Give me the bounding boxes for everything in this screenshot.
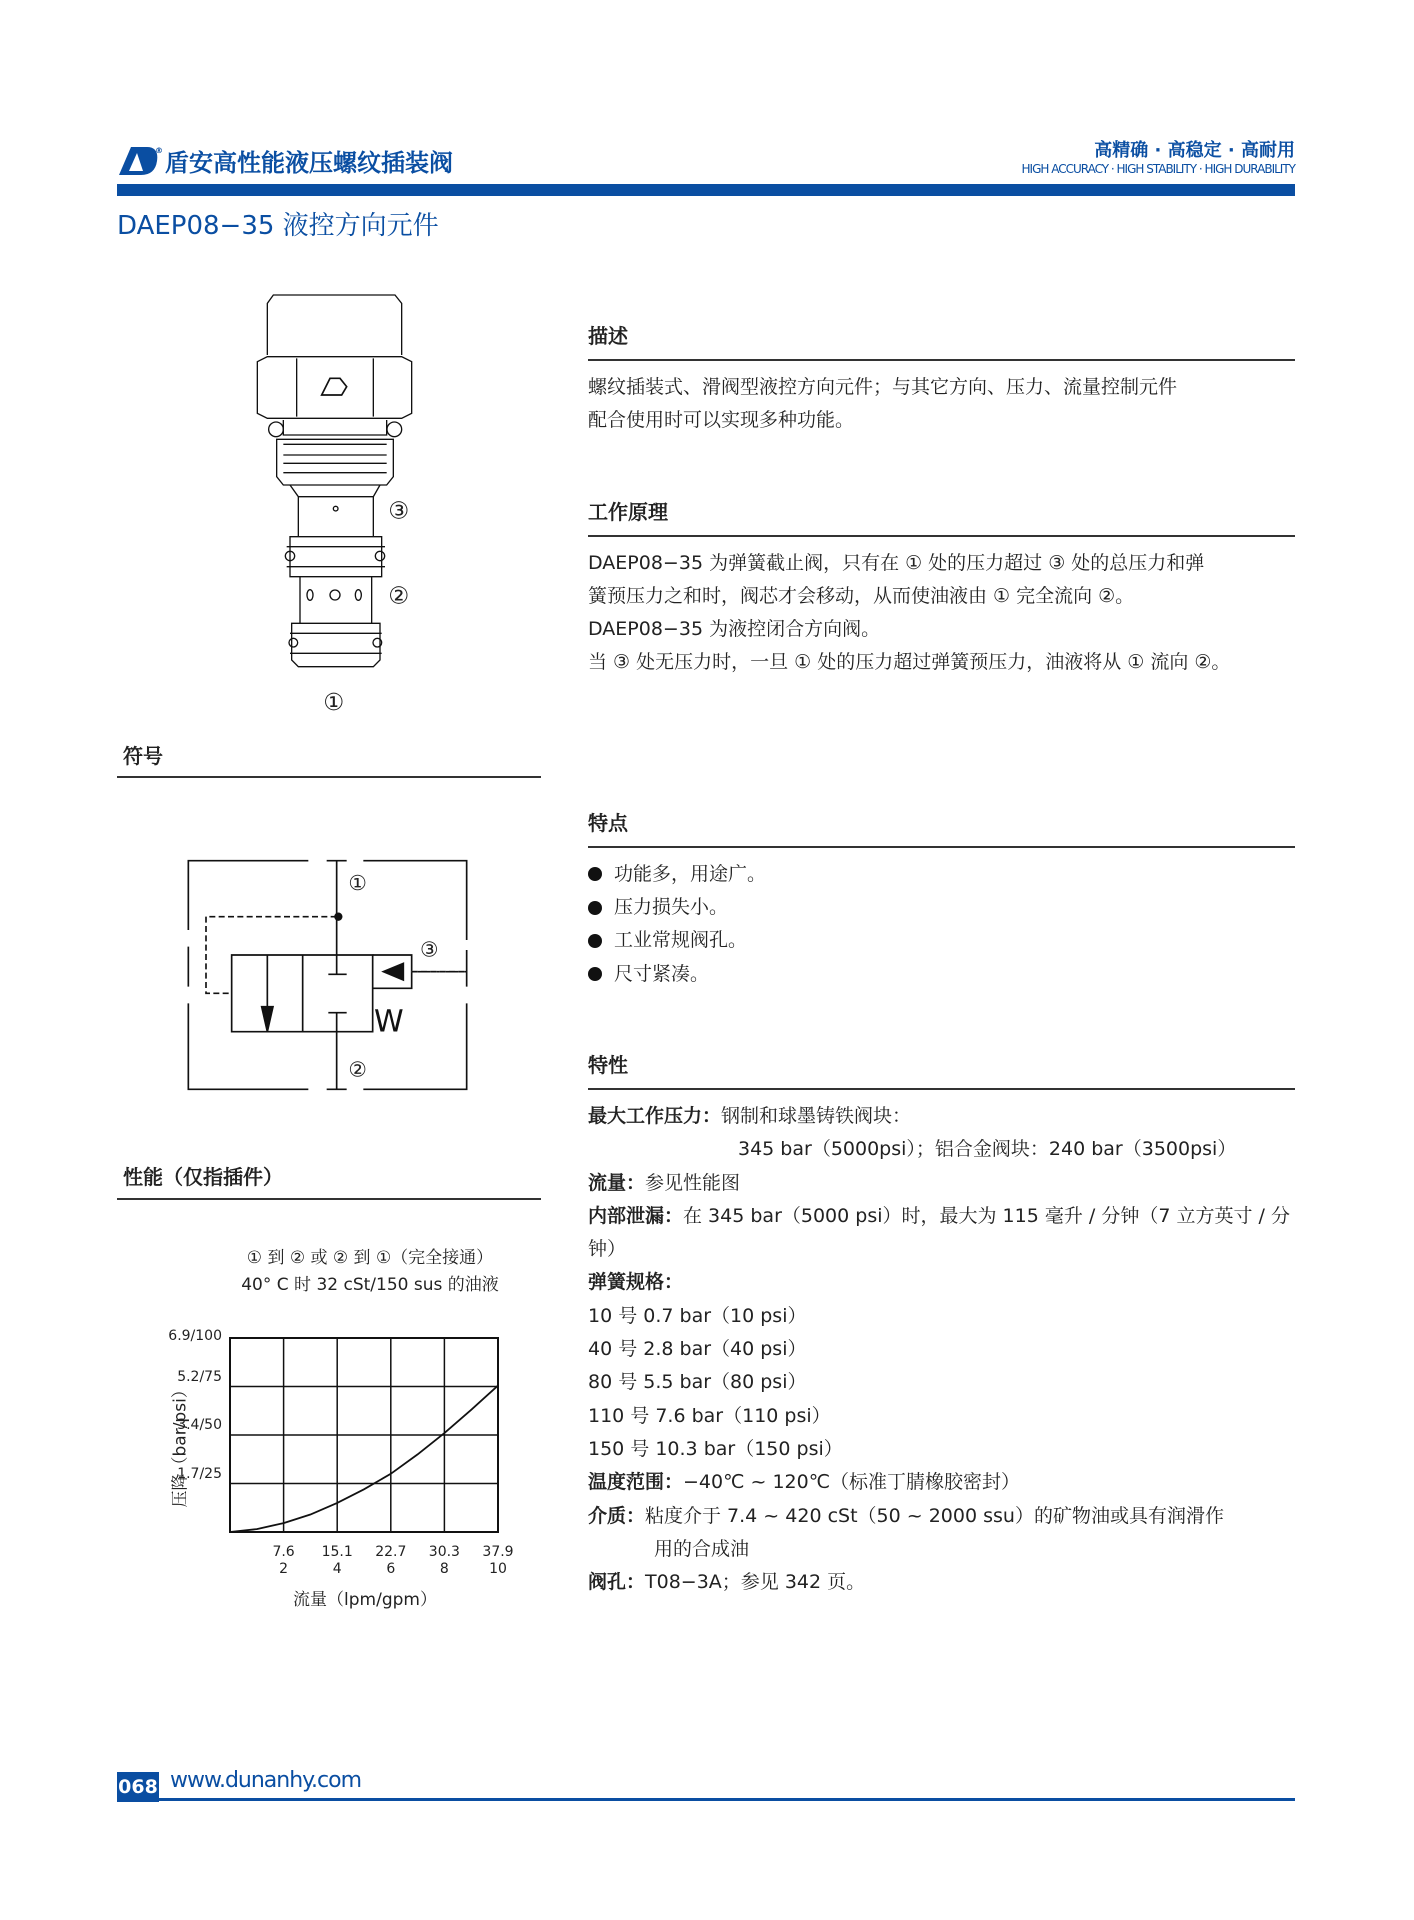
chart-caption xyxy=(200,1245,540,1299)
spec-row xyxy=(588,1300,1295,1333)
brand xyxy=(117,143,453,178)
divider xyxy=(588,846,1295,848)
x-tick-lpm: 15.1 xyxy=(321,1544,353,1560)
x-tick-label xyxy=(317,1544,357,1578)
valve-drawing xyxy=(240,280,440,720)
spec-row xyxy=(588,1266,1295,1299)
x-tick-gpm: 10 xyxy=(489,1561,507,1577)
spec-label: 内部泄漏： xyxy=(588,1204,684,1227)
spec-label: 温度范围： xyxy=(588,1471,684,1494)
port-2-label: ② xyxy=(388,581,410,610)
divider xyxy=(117,776,541,778)
x-tick-label xyxy=(371,1544,411,1578)
spec-row xyxy=(588,1400,1295,1433)
x-tick-lpm: 30.3 xyxy=(428,1544,460,1560)
y-tick-label: 1.7/25 xyxy=(177,1465,222,1482)
page-title: DAEP08−35 液控方向元件 xyxy=(117,211,439,241)
features-heading: 特点 xyxy=(588,810,628,835)
bullet-icon xyxy=(588,967,602,981)
x-tick-gpm: 6 xyxy=(386,1561,396,1577)
spec-row xyxy=(588,1466,1295,1499)
spec-label: 介质： xyxy=(588,1504,646,1527)
feature-text: 压力损失小。 xyxy=(614,896,729,919)
spec-value: 80 号 5.5 bar（80 psi） xyxy=(588,1371,807,1394)
x-tick-gpm: 2 xyxy=(279,1561,289,1577)
feature-text: 功能多，用途广。 xyxy=(614,862,767,885)
divider xyxy=(117,1198,541,1200)
hydraulic-symbol xyxy=(170,840,480,1100)
x-tick-label xyxy=(424,1544,464,1578)
spec-value: 110 号 7.6 bar（110 psi） xyxy=(588,1404,831,1427)
brand-logo-icon xyxy=(117,145,161,177)
principle-line: DAEP08−35 为液控闭合方向阀。 xyxy=(588,618,881,641)
brand-name: 盾安高性能液压螺纹插装阀 xyxy=(165,149,453,177)
x-axis-label: 流量（lpm/gpm） xyxy=(293,1590,437,1610)
feature-text: 尺寸紧凑。 xyxy=(614,962,710,985)
spec-label: 最大工作压力： xyxy=(588,1104,722,1127)
principle-line: 簧预压力之和时，阀芯才会移动，从而使油液由 ① 完全流向 ②。 xyxy=(588,584,1135,607)
principle-text xyxy=(588,547,1295,680)
symbol-port-3: ③ xyxy=(420,937,439,962)
y-tick-label: 5.2/75 xyxy=(177,1368,222,1385)
description-heading: 描述 xyxy=(588,324,628,348)
x-tick-lpm: 7.6 xyxy=(272,1544,295,1560)
spec-row xyxy=(588,1533,1295,1566)
divider xyxy=(588,535,1295,537)
principle-line: DAEP08−35 为弹簧截止阀，只有在 ① 处的压力超过 ③ 处的总压力和弹 xyxy=(588,551,1205,574)
slogan-cn: 高精确 · 高稳定 · 高耐用 xyxy=(1094,140,1295,161)
spec-value: 参见性能图 xyxy=(645,1171,741,1194)
features-list xyxy=(588,858,1295,991)
bullet-icon xyxy=(588,934,602,948)
spec-row xyxy=(588,1366,1295,1399)
spec-value: 345 bar（5000psi）；铝合金阀块：240 bar（3500psi） xyxy=(738,1138,1237,1161)
spec-value: 粘度介于 7.4 ~ 420 cSt（50 ~ 2000 ssu）的矿物油或具有润滑作 xyxy=(645,1504,1224,1527)
spec-row xyxy=(588,1167,1295,1200)
feature-item xyxy=(588,924,1295,957)
spec-value: 150 号 10.3 bar（150 psi） xyxy=(588,1437,843,1460)
feature-item xyxy=(588,891,1295,924)
spec-row xyxy=(588,1133,1295,1166)
spec-value: 钢制和球墨铸铁阀块： xyxy=(721,1104,912,1127)
divider xyxy=(588,1088,1295,1090)
description-line: 配合使用时可以实现多种功能。 xyxy=(588,409,855,432)
spec-label: 阀孔： xyxy=(588,1571,646,1594)
x-tick-gpm: 8 xyxy=(439,1561,449,1577)
y-axis-label: 压降（bar/psi） xyxy=(170,1381,191,1508)
performance-heading: 性能（仅指插件） xyxy=(123,1165,283,1189)
x-tick-lpm: 22.7 xyxy=(375,1544,407,1560)
principle-line: 当 ③ 处无压力时，一旦 ① 处的压力超过弹簧预压力，油液将从 ① 流向 ②。 xyxy=(588,651,1231,674)
slogan-en: HIGH ACCURACY · HIGH STABILITY · HIGH DURABILITY xyxy=(1021,162,1295,176)
bullet-icon xyxy=(588,901,602,915)
symbol-port-2: ② xyxy=(348,1057,367,1082)
x-tick-label xyxy=(264,1544,304,1578)
y-tick-label: 3.4/50 xyxy=(177,1417,222,1433)
spec-row xyxy=(588,1433,1295,1466)
spec-row xyxy=(588,1333,1295,1366)
spring-label: W xyxy=(374,1004,404,1040)
x-tick-lpm: 37.9 xyxy=(482,1544,514,1560)
pressure-drop-line xyxy=(230,1386,498,1532)
y-tick-label: 6.9/100 xyxy=(168,1328,222,1344)
port-3-label: ③ xyxy=(388,496,410,525)
symbol-port-1: ① xyxy=(348,871,367,895)
symbol-heading: 符号 xyxy=(123,744,163,768)
right-column xyxy=(588,320,1295,1599)
feature-item xyxy=(588,858,1295,891)
description-text xyxy=(588,371,1295,438)
spec-value: T08−3A；参见 342 页。 xyxy=(645,1571,866,1594)
chart-subtitle: 40° C 时 32 cSt/150 sus 的油液 xyxy=(241,1275,499,1295)
spec-value: 10 号 0.7 bar（10 psi） xyxy=(588,1304,807,1327)
port-1-label: ① xyxy=(323,688,345,716)
website-link[interactable]: www.dunanhy.com xyxy=(170,1768,362,1793)
description-line: 螺纹插装式、滑阀型液控方向元件；与其它方向、压力、流量控制元件 xyxy=(588,376,1178,398)
spec-value: 40 号 2.8 bar（40 psi） xyxy=(588,1338,807,1361)
spec-value: −40℃ ~ 120℃（标准丁腈橡胶密封） xyxy=(683,1471,1021,1494)
slogan xyxy=(1022,136,1296,176)
footer-line xyxy=(159,1798,1295,1801)
svg-text:®: ® xyxy=(155,145,163,155)
chart-title: ① 到 ② 或 ② 到 ①（完全接通） xyxy=(246,1248,494,1268)
spec-row xyxy=(588,1500,1295,1533)
spec-label: 流量： xyxy=(588,1171,646,1194)
specs-heading: 特性 xyxy=(588,1052,628,1077)
header-bar xyxy=(117,184,1295,196)
spec-label: 弹簧规格： xyxy=(588,1271,684,1294)
spec-value: 用的合成油 xyxy=(654,1537,750,1560)
pressure-drop-chart xyxy=(130,1320,530,1620)
spec-row xyxy=(588,1100,1295,1133)
principle-heading: 工作原理 xyxy=(588,499,668,524)
spec-value: 在 345 bar（5000 psi）时，最大为 115 毫升 / 分钟（7 立方英寸 / 分钟） xyxy=(588,1204,1290,1261)
page-number: 068 xyxy=(117,1772,159,1802)
feature-text: 工业常规阀孔。 xyxy=(614,929,748,952)
specs-list xyxy=(588,1100,1295,1599)
feature-item xyxy=(588,958,1295,991)
x-tick-gpm: 4 xyxy=(332,1561,342,1577)
bullet-icon xyxy=(588,867,602,881)
spec-row xyxy=(588,1566,1295,1599)
x-tick-label xyxy=(478,1544,518,1578)
spec-row xyxy=(588,1200,1295,1267)
divider xyxy=(588,359,1295,361)
